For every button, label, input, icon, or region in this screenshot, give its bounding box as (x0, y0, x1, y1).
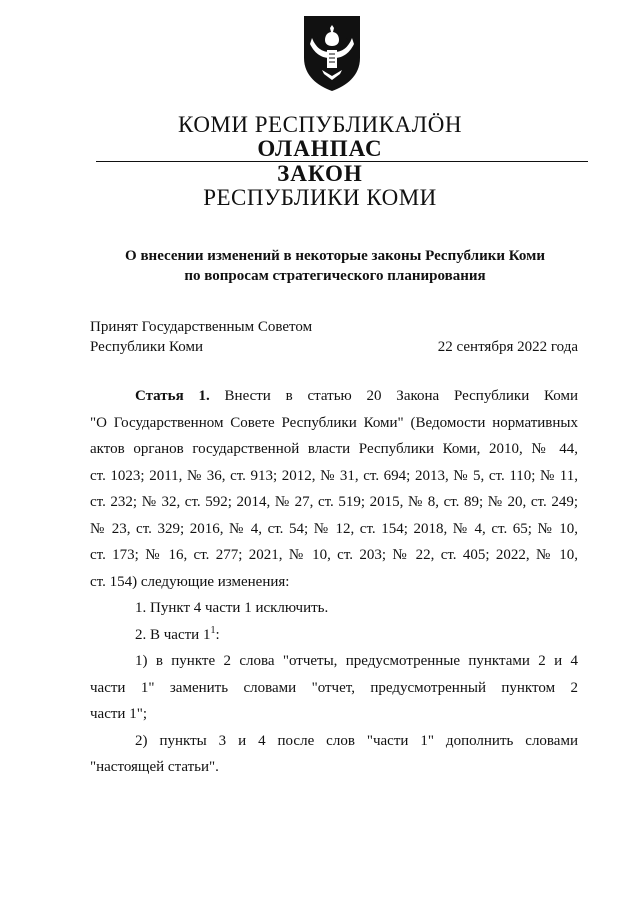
subitem-2-line: "настоящей статьи". (90, 759, 219, 775)
subitem-1-line: части 1" заменить словами "отчет, предусмотренный пунктом 2 (90, 679, 578, 696)
header-law-komi-language: ОЛАНПАС (257, 136, 383, 161)
komi-coat-of-arms-icon (300, 14, 364, 92)
adoption-date: 22 сентября 2022 года (437, 339, 578, 355)
adopted-by-line: Республики Коми (90, 339, 203, 355)
article-line: ст. 232; № 32, ст. 592; 2014, № 27, ст. 519; 2015, № 8, ст. 89; № 20, ст. 249; (90, 494, 578, 510)
article-line: ст. 154) следующие изменения: (90, 573, 290, 590)
subitem-1-line: 1) в пункте 2 слова "отчеты, предусмотренные пунктами 2 и 4 (135, 653, 578, 669)
header-republic: РЕСПУБЛИКИ КОМИ (203, 185, 437, 210)
item-2-prefix: 2. В части 1 (135, 626, 211, 643)
adopted-by (90, 317, 312, 357)
article-line: ст. 173; № 16, ст. 277; 2021, № 10, ст. 203; № 22, ст. 405; 2022, № 10, (90, 547, 578, 563)
article-text: Внести в статью 20 Закона Республики Коми (224, 388, 578, 404)
subitem-1-line: части 1"; (90, 706, 147, 722)
article-line: актов органов государственной власти Республики Коми, 2010, № 44, (90, 441, 578, 457)
law-body (90, 383, 578, 781)
law-title-line: по вопросам стратегического планирования (184, 268, 486, 284)
item-2-suffix: : (215, 626, 220, 643)
article-first-line (90, 383, 578, 410)
header-komi-language: КОМИ РЕСПУБЛИКАЛÖН (178, 112, 462, 137)
item-2 (90, 622, 578, 649)
law-title (90, 246, 580, 286)
subitem-2-line: 2) пункты 3 и 4 после слов "части 1" дополнить словами (135, 732, 578, 749)
article-line: № 23, ст. 329; 2016, № 4, ст. 54; № 12, ст. 154; 2018, № 4, ст. 65; № 10, (90, 520, 578, 537)
article-line: "О Государственном Совете Республики Коми" (Ведомости нормативных (90, 414, 578, 431)
item-1: 1. Пункт 4 части 1 исключить. (135, 600, 329, 616)
header-law: ЗАКОН (277, 161, 363, 186)
article-line: ст. 1023; 2011, № 36, ст. 913; 2012, № 31, ст. 694; 2013, № 5, ст. 110; № 11, (90, 467, 578, 484)
article-label: Статья 1. (135, 388, 210, 404)
law-title-line: О внесении изменений в некоторые законы Республики Коми (125, 248, 545, 264)
adopted-by-line: Принят Государственным Советом (90, 319, 313, 335)
item-2-superscript: 1 (210, 624, 216, 636)
